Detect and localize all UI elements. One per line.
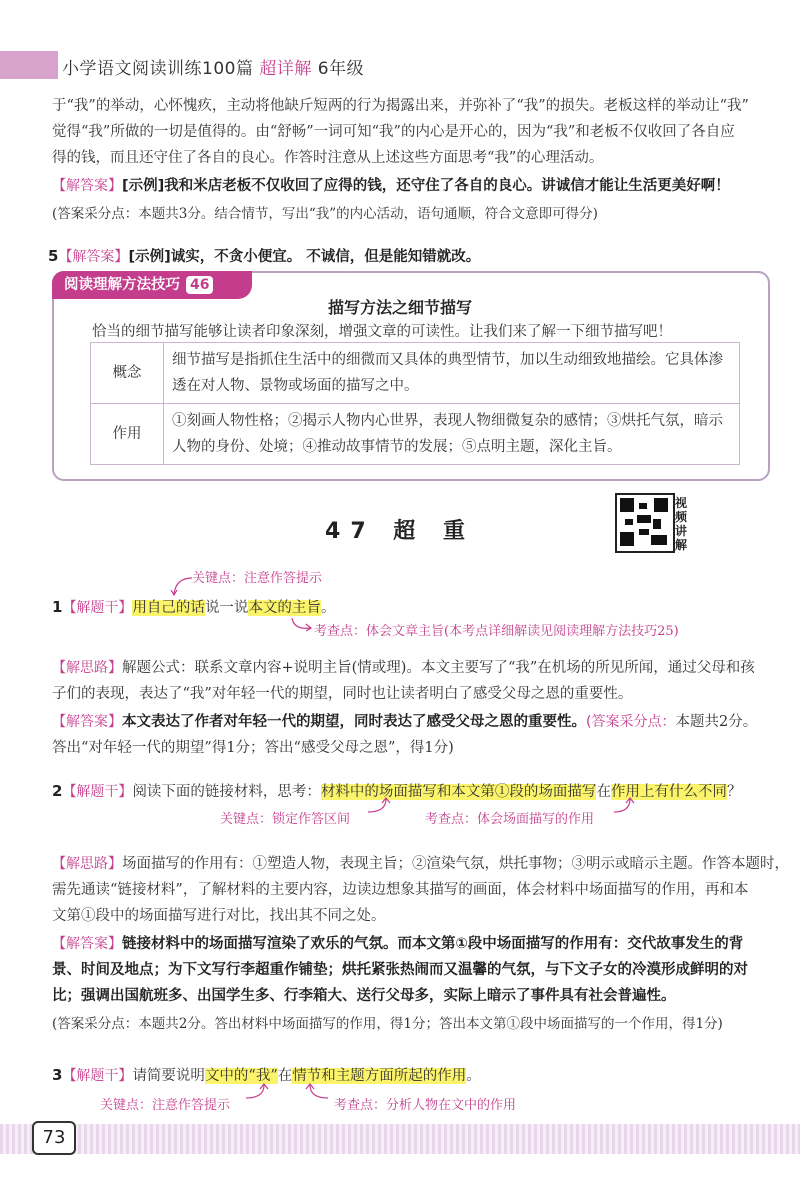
highlight: 本文的主旨 — [248, 600, 321, 616]
chapter-title: 47 超 重 — [325, 519, 475, 544]
book-title-accent: 超详解 — [259, 59, 312, 79]
method-table — [90, 342, 740, 465]
think-line — [52, 852, 789, 873]
think-line: 子们的表现，表达了“我”对年轻一代的期望，同时也让读者明白了感受父母之恩的重要性。 — [52, 686, 633, 702]
answer-line: 景、时间及地点；为下文写行李超重作铺垫；烘托紧张热闹而又温馨的气氛，与下文子女的冷漠形成鲜明的对 — [52, 962, 748, 978]
stem-tag: 【解题干】 — [62, 1068, 133, 1084]
qr-side-label — [675, 496, 689, 552]
paragraph-line: 觉得“我”所做的一切是值得的。由“舒畅”一词可知“我”的内心是开心的，因为“我”和老板不仅收回了各自应 — [52, 124, 735, 140]
method-number-badge: 46 — [186, 276, 213, 294]
exam-point-note: 考查点：体会文章主旨(本考点详细解读见阅读理解方法技巧25) — [314, 624, 679, 639]
method-intro: 恰当的细节描写能够让读者印象深刻，增强文章的可读性。让我们来了解一下细节描写吧！ — [92, 324, 672, 340]
arrow-icon — [612, 796, 636, 818]
score-tag: (答案采分点： — [586, 714, 676, 730]
key-point-note: 关键点：注意作答提示 — [192, 571, 323, 586]
exam-point-note: 考查点：体会场面描写的作用 — [425, 812, 595, 827]
qr-code-icon[interactable] — [615, 493, 675, 553]
stem-text: ？ — [726, 784, 742, 800]
answer-line: 比；强调出国航班多、出国学生多、行李箱大、送行父母多，实际上暗示了事件具有社会普遍性。 — [52, 988, 676, 1004]
footer-band — [0, 1124, 800, 1154]
question-number: 2 — [52, 782, 63, 800]
arrow-icon — [168, 572, 194, 598]
method-label-text: 阅读理解方法技巧 — [64, 277, 180, 293]
think-tag: 【解思路】 — [52, 856, 122, 872]
question-5-answer — [48, 245, 480, 266]
stem-text: 在 — [596, 784, 611, 800]
highlight: 文中的“我” — [204, 1068, 278, 1084]
think-tag: 【解思路】 — [52, 660, 122, 676]
method-title: 描写方法之细节描写 — [327, 298, 472, 317]
answer-text: 本文表达了作者对年轻一代的期望，同时表达了感受父母之恩的重要性。 — [122, 714, 586, 730]
table-value-cell: ①刻画人物性格；②揭示人物内心世界，表现人物细微复杂的感情；③烘托气氛，暗示人物的身份、处境；④推动故事情节的发展；⑤点明主题，深化主旨。 — [164, 404, 740, 465]
question-number: 3 — [52, 1066, 63, 1084]
think-line — [52, 656, 755, 677]
highlight: 材料中的场面描写和本文第①段的场面描写 — [320, 784, 597, 800]
arrow-icon — [244, 1082, 270, 1104]
table-key-cell: 概念 — [91, 343, 164, 404]
highlight: 用自己的话 — [132, 600, 205, 616]
highlight: 情节和主题方面所起的作用 — [292, 1068, 467, 1084]
book-title — [62, 54, 364, 79]
think-text: 场面描写的作用有：①塑造人物，表现主旨；②渲染气氛，烘托事物；③明示或暗示主题。作答本题时， — [122, 856, 789, 872]
score-note: (答案采分点：本题共2分。答出材料中场面描写的作用，得1分；答出本文第①段中场面描写的一个作用，得1分) — [52, 1016, 723, 1032]
question-2-stem — [52, 780, 741, 801]
table-value-cell: 细节描写是指抓住生活中的细微而又具体的典型情节，加以生动细致地描绘。它具体渗透在对人物、景物或场面的描写之中。 — [164, 343, 740, 404]
score-line: 答出“对年轻一代的期望”得1分；答出“感受父母之恩”，得1分) — [52, 740, 454, 756]
stem-text: 请简要说明 — [132, 1068, 205, 1084]
answer-line — [52, 174, 730, 195]
score-text: 本题共2分。 — [675, 714, 758, 730]
table-key-cell: 作用 — [91, 404, 164, 465]
stem-tag: 【解题干】 — [62, 600, 133, 616]
answer-text: 链接材料中的场面描写渲染了欢乐的气氛。而本文第①段中场面描写的作用有：交代故事发生的背 — [122, 936, 744, 952]
qr-side-char: 视 — [675, 496, 688, 510]
stem-text: 。 — [466, 1068, 481, 1084]
qr-side-char: 频 — [675, 510, 688, 524]
page-number: 73 — [32, 1121, 76, 1155]
answer-text: [示例]我和米店老板不仅收回了应得的钱，还守住了各自的良心。讲诚信才能让生活更美好啊！ — [122, 178, 730, 194]
arrow-icon — [366, 796, 392, 818]
think-text: 解题公式：联系文章内容+说明主旨(情或理)。本文主要写了“我”在机场的所见所闻，通过父母和孩 — [122, 660, 755, 676]
arrow-icon — [304, 1082, 330, 1104]
score-note: (答案采分点：本题共3分。结合情节，写出“我”的内心活动，语句通顺，符合文意即可得分) — [52, 206, 598, 222]
answer-line — [52, 932, 743, 953]
book-title-main: 小学语文阅读训练100篇 — [62, 59, 254, 79]
answer-text: [示例]诚实，不贪小便宜。 不诚信，但是能知错就改。 — [128, 249, 481, 265]
paragraph-line: 于“我”的举动，心怀愧疚，主动将他缺斤短两的行为揭露出来，并弥补了“我”的损失。老板这样的举动让“我” — [52, 98, 749, 114]
think-line: 文第①段中的场面描写进行对比，找出其不同之处。 — [52, 908, 386, 924]
qr-side-char: 解 — [675, 538, 688, 552]
answer-tag: 【解答案】 — [52, 178, 122, 194]
question-1-stem — [52, 596, 335, 617]
answer-tag: 【解答案】 — [52, 936, 122, 952]
book-title-grade: 6年级 — [317, 59, 365, 79]
header-accent-bar — [0, 51, 58, 79]
question-number: 1 — [52, 598, 63, 616]
exam-point-note: 考查点：分析人物在文中的作用 — [334, 1098, 517, 1113]
key-point-note: 关键点：锁定作答区间 — [220, 812, 351, 827]
table-row — [91, 343, 740, 404]
stem-text: 阅读下面的链接材料，思考： — [132, 784, 321, 800]
table-row — [91, 404, 740, 465]
qr-side-char: 讲 — [675, 524, 688, 538]
question-number: 5 — [48, 247, 59, 265]
key-point-note: 关键点：注意作答提示 — [100, 1098, 231, 1113]
paragraph-line: 得的钱，而且还守住了各自的良心。作答时注意从上述这些方面思考“我”的心理活动。 — [52, 150, 604, 166]
stem-text: 在 — [277, 1068, 293, 1084]
answer-line — [52, 710, 757, 731]
answer-tag: 【解答案】 — [58, 249, 129, 265]
highlight: 作用上有什么不同 — [610, 784, 727, 800]
answer-tag: 【解答案】 — [52, 714, 122, 730]
arrow-icon — [288, 616, 314, 634]
think-line: 需先通读“链接材料”，了解材料的主要内容，边读边想象其描写的画面，体会材料中场面描写的作用，再和本 — [52, 882, 749, 898]
stem-tag: 【解题干】 — [62, 784, 133, 800]
stem-text: 说一说 — [204, 600, 249, 616]
stem-text: 。 — [320, 600, 336, 616]
